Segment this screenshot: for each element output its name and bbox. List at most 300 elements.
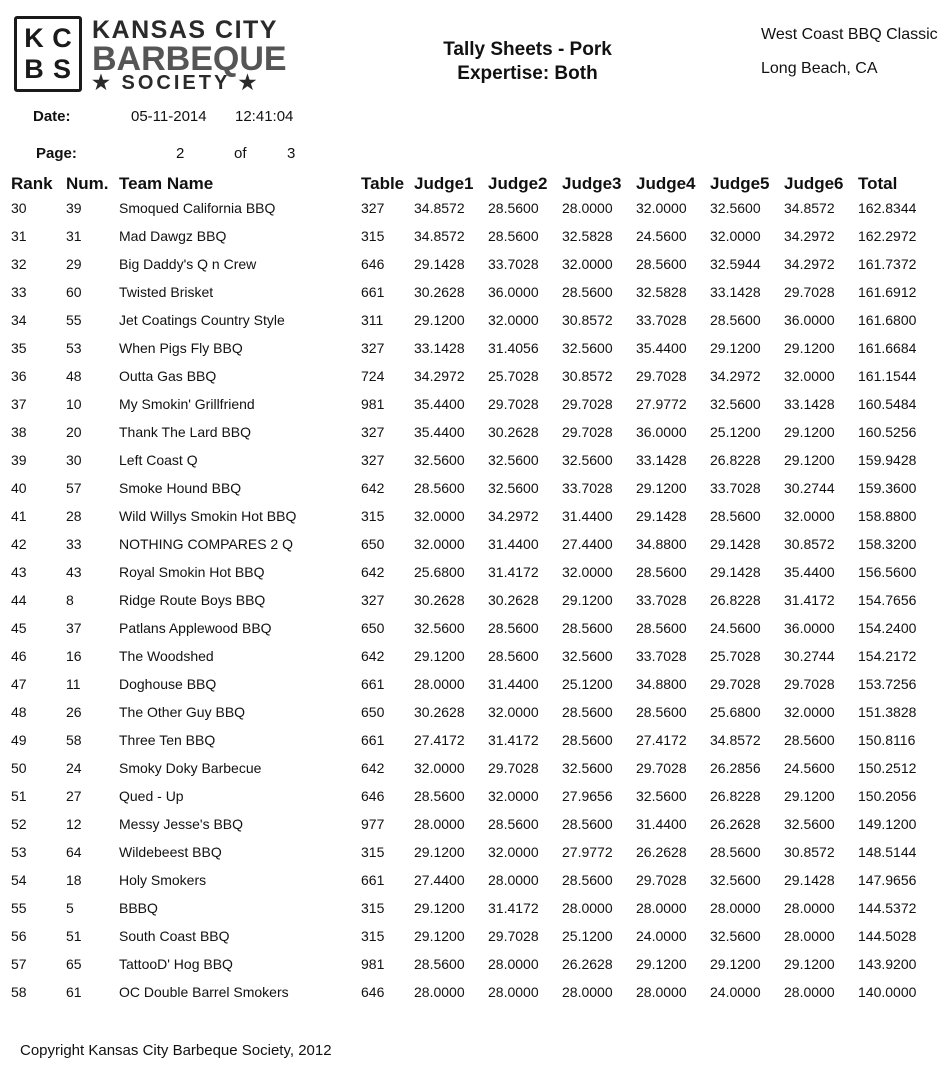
judge5-score: 28.5600 (710, 312, 761, 328)
judge2-score: 31.4400 (488, 536, 539, 552)
total-score: 161.6800 (858, 312, 917, 328)
total-score: 161.7372 (858, 256, 917, 272)
judge1-score: 32.5600 (414, 620, 465, 636)
table-number-cell: 650 (361, 620, 385, 636)
judge1-score: 32.5600 (414, 452, 465, 468)
rank-cell: 41 (11, 508, 27, 524)
judge6-score: 36.0000 (784, 312, 835, 328)
time-value: 12:41:04 (235, 108, 294, 125)
judge5-score: 28.5600 (710, 508, 761, 524)
table-row (0, 476, 950, 504)
page-label: Page: (36, 145, 77, 162)
team-name-cell: TattooD' Hog BBQ (119, 956, 233, 972)
table-number-cell: 327 (361, 200, 385, 216)
judge4-score: 33.1428 (636, 452, 687, 468)
table-row (0, 364, 950, 392)
table-number-cell: 315 (361, 228, 385, 244)
judge5-score: 29.1200 (710, 340, 761, 356)
judge1-score: 28.5600 (414, 788, 465, 804)
table-number-cell: 650 (361, 536, 385, 552)
rank-cell: 48 (11, 704, 27, 720)
team-name-cell: Twisted Brisket (119, 284, 214, 300)
rank-cell: 42 (11, 536, 27, 552)
team-name-cell: Mad Dawgz BBQ (119, 228, 227, 244)
team-number-cell: 57 (66, 480, 82, 496)
total-score: 160.5256 (858, 424, 917, 440)
judge4-score: 24.5600 (636, 228, 687, 244)
rank-cell: 35 (11, 340, 27, 356)
judge5-score: 26.8228 (710, 592, 761, 608)
table-number-cell: 327 (361, 340, 385, 356)
column-header: Judge6 (784, 174, 844, 193)
judge1-score: 34.8572 (414, 200, 465, 216)
table-row (0, 980, 950, 1008)
team-name-cell: Messy Jesse's BBQ (119, 816, 244, 832)
rank-cell: 43 (11, 564, 27, 580)
judge6-score: 33.1428 (784, 396, 835, 412)
rank-cell: 44 (11, 592, 27, 608)
team-number-cell: 39 (66, 200, 82, 216)
judge2-score: 32.0000 (488, 312, 539, 328)
team-name-cell: Wildebeest BBQ (119, 844, 222, 860)
judge2-score: 33.7028 (488, 256, 539, 272)
judge4-score: 32.5600 (636, 788, 687, 804)
rank-cell: 47 (11, 676, 27, 692)
table-number-cell: 650 (361, 704, 385, 720)
table-number-cell: 315 (361, 508, 385, 524)
table-row (0, 728, 950, 756)
judge6-score: 24.5600 (784, 760, 835, 776)
total-score: 143.9200 (858, 956, 917, 972)
table-row (0, 840, 950, 868)
table-row (0, 588, 950, 616)
rank-cell: 39 (11, 452, 27, 468)
judge6-score: 34.8572 (784, 200, 835, 216)
judge6-score: 29.7028 (784, 676, 835, 692)
team-number-cell: 48 (66, 368, 82, 384)
judge2-score: 31.4400 (488, 676, 539, 692)
judge1-score: 29.1200 (414, 648, 465, 664)
table-number-cell: 315 (361, 844, 385, 860)
team-number-cell: 61 (66, 984, 82, 1000)
table-number-cell: 646 (361, 788, 385, 804)
judge6-score: 28.5600 (784, 732, 835, 748)
table-row (0, 924, 950, 952)
table-row (0, 616, 950, 644)
column-header: Judge3 (562, 174, 622, 193)
table-number-cell: 981 (361, 396, 385, 412)
team-number-cell: 33 (66, 536, 82, 552)
kcbs-monogram (14, 16, 82, 92)
judge2-score: 28.5600 (488, 816, 539, 832)
table-row (0, 700, 950, 728)
page-total: 3 (287, 145, 296, 162)
judge3-score: 28.0000 (562, 900, 613, 916)
judge1-score: 30.2628 (414, 592, 465, 608)
team-name-cell: Jet Coatings Country Style (119, 312, 285, 328)
rank-cell: 55 (11, 900, 27, 916)
table-row (0, 756, 950, 784)
judge5-score: 26.2856 (710, 760, 761, 776)
judge6-score: 29.1200 (784, 340, 835, 356)
judge3-score: 26.2628 (562, 956, 613, 972)
judge6-score: 30.2744 (784, 480, 835, 496)
judge6-score: 29.1200 (784, 424, 835, 440)
team-name-cell: BBBQ (119, 900, 158, 916)
team-number-cell: 29 (66, 256, 82, 272)
judge2-score: 28.5600 (488, 648, 539, 664)
rank-cell: 51 (11, 788, 27, 804)
judge1-score: 29.1200 (414, 312, 465, 328)
judge2-score: 28.5600 (488, 620, 539, 636)
judge6-score: 29.7028 (784, 284, 835, 300)
event-info (761, 18, 938, 86)
judge1-score: 32.0000 (414, 536, 465, 552)
judge2-score: 30.2628 (488, 424, 539, 440)
monogram-letter: K (24, 23, 44, 53)
judge1-score: 33.1428 (414, 340, 465, 356)
total-score: 160.5484 (858, 396, 917, 412)
total-score: 150.8116 (858, 732, 916, 748)
team-name-cell: The Other Guy BBQ (119, 704, 246, 720)
table-row (0, 812, 950, 840)
judge6-score: 29.1428 (784, 872, 835, 888)
rank-cell: 37 (11, 396, 27, 412)
column-header: Num. (66, 174, 109, 193)
judge3-score: 25.1200 (562, 928, 613, 944)
judge1-score: 34.2972 (414, 368, 465, 384)
judge5-score: 28.0000 (710, 900, 761, 916)
team-number-cell: 16 (66, 648, 82, 664)
judge3-score: 31.4400 (562, 508, 613, 524)
judge6-score: 34.2972 (784, 228, 835, 244)
team-number-cell: 51 (66, 928, 82, 944)
judge6-score: 29.1200 (784, 452, 835, 468)
judge6-score: 32.0000 (784, 704, 835, 720)
judge2-score: 29.7028 (488, 928, 539, 944)
judge4-score: 29.1428 (636, 508, 687, 524)
team-number-cell: 8 (66, 592, 74, 608)
judge5-score: 24.0000 (710, 984, 761, 1000)
team-name-cell: The Woodshed (119, 648, 214, 664)
rank-cell: 45 (11, 620, 27, 636)
judge3-score: 28.5600 (562, 732, 613, 748)
judge6-score: 30.2744 (784, 648, 835, 664)
team-number-cell: 20 (66, 424, 82, 440)
judge1-score: 29.1200 (414, 900, 465, 916)
table-row (0, 896, 950, 924)
judge4-score: 31.4400 (636, 816, 687, 832)
judge2-score: 28.5600 (488, 228, 539, 244)
judge3-score: 32.5600 (562, 340, 613, 356)
monogram-letter: C (52, 23, 72, 53)
table-row (0, 644, 950, 672)
table-number-cell: 327 (361, 592, 385, 608)
team-number-cell: 5 (66, 900, 74, 916)
judge3-score: 28.0000 (562, 984, 613, 1000)
table-row (0, 952, 950, 980)
team-number-cell: 37 (66, 620, 82, 636)
judge2-score: 30.2628 (488, 592, 539, 608)
rank-cell: 52 (11, 816, 27, 832)
table-number-cell: 327 (361, 452, 385, 468)
table-number-cell: 661 (361, 732, 385, 748)
judge6-score: 32.0000 (784, 508, 835, 524)
judge3-score: 30.8572 (562, 312, 613, 328)
judge5-score: 34.8572 (710, 732, 761, 748)
total-score: 156.5600 (858, 564, 917, 580)
judge6-score: 28.0000 (784, 900, 835, 916)
judge5-score: 33.1428 (710, 284, 761, 300)
table-row (0, 504, 950, 532)
rank-cell: 57 (11, 956, 27, 972)
judge3-score: 27.4400 (562, 536, 613, 552)
judge3-score: 32.0000 (562, 564, 613, 580)
rank-cell: 36 (11, 368, 27, 384)
judge1-score: 28.5600 (414, 480, 465, 496)
judge5-score: 29.1200 (710, 956, 761, 972)
table-header (0, 172, 950, 196)
report-title-block (400, 38, 655, 86)
total-score: 162.8344 (858, 200, 917, 216)
rank-cell: 31 (11, 228, 27, 244)
judge1-score: 28.5600 (414, 956, 465, 972)
rank-cell: 40 (11, 480, 27, 496)
table-row (0, 308, 950, 336)
judge3-score: 28.5600 (562, 620, 613, 636)
column-header: Table (361, 174, 405, 193)
judge5-score: 33.7028 (710, 480, 761, 496)
table-row (0, 196, 950, 224)
team-number-cell: 28 (66, 508, 82, 524)
rank-cell: 46 (11, 648, 27, 664)
rank-cell: 49 (11, 732, 27, 748)
table-row (0, 252, 950, 280)
judge5-score: 25.6800 (710, 704, 761, 720)
judge2-score: 32.0000 (488, 788, 539, 804)
team-number-cell: 11 (66, 676, 81, 692)
table-row (0, 448, 950, 476)
team-name-cell: Outta Gas BBQ (119, 368, 217, 384)
judge4-score: 33.7028 (636, 312, 687, 328)
judge5-score: 32.0000 (710, 228, 761, 244)
team-number-cell: 55 (66, 312, 82, 328)
judge5-score: 32.5600 (710, 200, 761, 216)
judge4-score: 28.0000 (636, 900, 687, 916)
judge1-score: 28.0000 (414, 984, 465, 1000)
team-number-cell: 10 (66, 396, 82, 412)
team-number-cell: 43 (66, 564, 82, 580)
judge6-score: 31.4172 (784, 592, 835, 608)
judge1-score: 29.1200 (414, 928, 465, 944)
total-score: 144.5372 (858, 900, 917, 916)
judge5-score: 29.7028 (710, 676, 761, 692)
judge5-score: 25.7028 (710, 648, 761, 664)
kcbs-logo (14, 16, 299, 94)
judge2-score: 25.7028 (488, 368, 539, 384)
total-score: 140.0000 (858, 984, 917, 1000)
judge1-score: 29.1428 (414, 256, 465, 272)
monogram-letter: B (24, 54, 44, 84)
rank-cell: 32 (11, 256, 27, 272)
table-number-cell: 642 (361, 480, 385, 496)
judge2-score: 31.4172 (488, 900, 539, 916)
judge4-score: 28.5600 (636, 620, 687, 636)
table-row (0, 336, 950, 364)
team-name-cell: Ridge Route Boys BBQ (119, 592, 266, 608)
table-number-cell: 315 (361, 900, 385, 916)
judge5-score: 32.5600 (710, 872, 761, 888)
judge3-score: 29.7028 (562, 396, 613, 412)
judge2-score: 31.4172 (488, 732, 539, 748)
total-score: 150.2056 (858, 788, 917, 804)
rank-cell: 33 (11, 284, 27, 300)
judge4-score: 35.4400 (636, 340, 687, 356)
rank-cell: 30 (11, 200, 27, 216)
total-score: 147.9656 (858, 872, 917, 888)
judge3-score: 32.5600 (562, 760, 613, 776)
judge3-score: 28.5600 (562, 872, 613, 888)
judge3-score: 32.5600 (562, 452, 613, 468)
total-score: 148.5144 (858, 844, 917, 860)
rank-cell: 53 (11, 844, 27, 860)
judge5-score: 29.1428 (710, 536, 761, 552)
table-row (0, 560, 950, 588)
team-number-cell: 30 (66, 452, 82, 468)
table-row (0, 672, 950, 700)
total-score: 151.3828 (858, 704, 917, 720)
judge6-score: 29.1200 (784, 956, 835, 972)
judge5-score: 25.1200 (710, 424, 761, 440)
team-name-cell: Qued - Up (119, 788, 184, 804)
table-number-cell: 724 (361, 368, 385, 384)
judge3-score: 32.0000 (562, 256, 613, 272)
judge4-score: 29.7028 (636, 760, 687, 776)
table-number-cell: 646 (361, 256, 385, 272)
judge2-score: 32.5600 (488, 452, 539, 468)
judge1-score: 28.0000 (414, 676, 465, 692)
table-number-cell: 977 (361, 816, 385, 832)
judge2-score: 32.5600 (488, 480, 539, 496)
table-number-cell: 642 (361, 648, 385, 664)
table-body (0, 196, 950, 1008)
judge1-score: 35.4400 (414, 396, 465, 412)
team-name-cell: OC Double Barrel Smokers (119, 984, 289, 1000)
team-name-cell: Holy Smokers (119, 872, 207, 888)
rank-cell: 38 (11, 424, 27, 440)
judge4-score: 36.0000 (636, 424, 687, 440)
judge2-score: 36.0000 (488, 284, 539, 300)
judge6-score: 30.8572 (784, 536, 835, 552)
judge4-score: 33.7028 (636, 648, 687, 664)
column-header: Total (858, 174, 898, 193)
judge4-score: 27.9772 (636, 396, 687, 412)
team-number-cell: 18 (66, 872, 82, 888)
judge1-score: 28.0000 (414, 816, 465, 832)
team-name-cell: Big Daddy's Q n Crew (119, 256, 257, 272)
judge1-score: 34.8572 (414, 228, 465, 244)
team-name-cell: Smoqued California BBQ (119, 200, 276, 216)
table-row (0, 784, 950, 812)
judge5-score: 24.5600 (710, 620, 761, 636)
judge3-score: 28.5600 (562, 704, 613, 720)
copyright-footer: Copyright Kansas City Barbeque Society, 2012 (20, 1042, 332, 1059)
total-score: 150.2512 (858, 760, 917, 776)
column-header: Team Name (119, 174, 214, 193)
judge4-score: 26.2628 (636, 844, 687, 860)
judge6-score: 30.8572 (784, 844, 835, 860)
date-label: Date: (33, 108, 71, 125)
logo-line-society: ★ SOCIETY ★ (92, 72, 260, 94)
team-name-cell: Royal Smokin Hot BBQ (119, 564, 265, 580)
judge4-score: 28.5600 (636, 256, 687, 272)
judge1-score: 27.4400 (414, 872, 465, 888)
judge5-score: 32.5600 (710, 928, 761, 944)
judge1-score: 32.0000 (414, 508, 465, 524)
team-name-cell: Doghouse BBQ (119, 676, 217, 692)
logo-line-barbeque: BARBEQUE (92, 40, 287, 78)
monogram-letter: S (52, 54, 71, 84)
judge4-score: 34.8800 (636, 536, 687, 552)
rank-cell: 58 (11, 984, 27, 1000)
team-number-cell: 60 (66, 284, 82, 300)
judge6-score: 34.2972 (784, 256, 835, 272)
rank-cell: 56 (11, 928, 27, 944)
total-score: 161.1544 (858, 368, 917, 384)
team-name-cell: Patlans Applewood BBQ (119, 620, 272, 636)
judge3-score: 29.7028 (562, 424, 613, 440)
judge2-score: 34.2972 (488, 508, 539, 524)
team-number-cell: 64 (66, 844, 82, 860)
table-number-cell: 311 (361, 312, 384, 328)
judge4-score: 29.7028 (636, 368, 687, 384)
table-number-cell: 327 (361, 424, 385, 440)
tally-table (0, 172, 950, 1008)
team-name-cell: Left Coast Q (119, 452, 198, 468)
judge2-score: 31.4056 (488, 340, 539, 356)
judge2-score: 32.0000 (488, 704, 539, 720)
table-number-cell: 661 (361, 284, 385, 300)
logo-line-kansas-city: KANSAS CITY (92, 16, 278, 44)
judge3-score: 28.5600 (562, 816, 613, 832)
total-score: 158.8800 (858, 508, 917, 524)
judge2-score: 28.0000 (488, 872, 539, 888)
judge1-score: 35.4400 (414, 424, 465, 440)
total-score: 162.2972 (858, 228, 917, 244)
judge4-score: 24.0000 (636, 928, 687, 944)
judge1-score: 29.1200 (414, 844, 465, 860)
total-score: 154.2400 (858, 620, 917, 636)
judge4-score: 32.0000 (636, 200, 687, 216)
judge4-score: 28.0000 (636, 984, 687, 1000)
rank-cell: 34 (11, 312, 27, 328)
total-score: 149.1200 (858, 816, 917, 832)
team-number-cell: 58 (66, 732, 82, 748)
team-name-cell: Wild Willys Smokin Hot BBQ (119, 508, 297, 524)
total-score: 161.6684 (858, 340, 917, 356)
column-header: Judge5 (710, 174, 770, 193)
rank-cell: 50 (11, 760, 27, 776)
team-name-cell: Smoky Doky Barbecue (119, 760, 262, 776)
table-row (0, 868, 950, 896)
page-current: 2 (176, 145, 185, 162)
column-header: Judge1 (414, 174, 474, 193)
judge5-score: 29.1428 (710, 564, 761, 580)
judge1-score: 32.0000 (414, 760, 465, 776)
judge2-score: 31.4172 (488, 564, 539, 580)
team-name-cell: Thank The Lard BBQ (119, 424, 252, 440)
judge3-score: 25.1200 (562, 676, 613, 692)
